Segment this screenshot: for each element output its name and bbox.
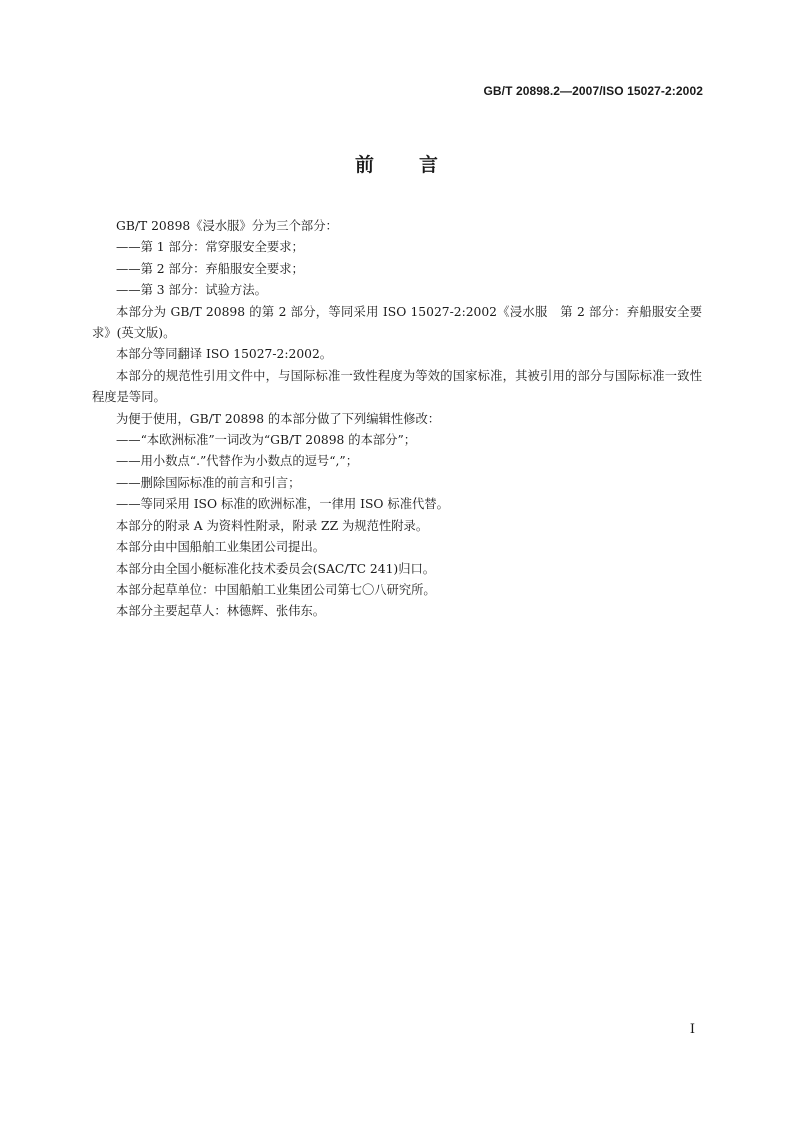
foreword-body xyxy=(92,216,702,623)
paragraph-parts-intro: GB/T 20898《浸水服》分为三个部分： xyxy=(116,219,338,233)
paragraph-annexes: 本部分的附录 A 为资料性附录，附录 ZZ 为规范性附录。 xyxy=(116,518,429,533)
list-item-change-1: ——“本欧洲标准”一词改为“GB/T 20898 的本部分”； xyxy=(116,433,417,448)
paragraph-normative-references: 本部分的规范性引用文件中，与国际标准一致性程度为等效的国家标准，其被引用的部分与国际标准一致性程度是等同。 xyxy=(92,368,702,405)
paragraph-drafters: 本部分主要起草人：林德辉、张伟东。 xyxy=(116,604,326,619)
list-item-change-3: ——删除国际标准的前言和引言； xyxy=(116,475,301,490)
list-item-part-2: ——第 2 部分：弃船服安全要求； xyxy=(116,261,304,276)
paragraph-proposed-by: 本部分由中国船舶工业集团公司提出。 xyxy=(116,540,326,555)
title-char-2: 言 xyxy=(419,154,440,176)
paragraph-translation: 本部分等同翻译 ISO 15027-2:2002。 xyxy=(116,347,333,362)
paragraph-adoption: 本部分为 GB/T 20898 的第 2 部分，等同采用 ISO 15027-2:2002《浸水服 第 2 部分：弃船服安全要求》(英文版)。 xyxy=(92,304,702,341)
list-item-change-4: ——等同采用 ISO 标准的欧洲标准，一律用 ISO 标准代替。 xyxy=(116,497,449,512)
document-code-header: GB/T 20898.2—2007/ISO 15027-2:2002 xyxy=(483,84,703,98)
list-item-part-1: ——第 1 部分：常穿服安全要求； xyxy=(116,240,304,255)
paragraph-editorial-changes-intro: 为便于使用，GB/T 20898 的本部分做了下列编辑性修改： xyxy=(116,411,441,426)
paragraph-administered-by: 本部分由全国小艇标准化技术委员会(SAC/TC 241)归口。 xyxy=(116,561,436,576)
title-char-1: 前 xyxy=(354,154,375,176)
paragraph-drafting-unit: 本部分起草单位：中国船舶工业集团公司第七〇八研究所。 xyxy=(116,582,436,597)
list-item-part-3: ——第 3 部分：试验方法。 xyxy=(116,283,267,298)
page-number: I xyxy=(689,1022,695,1037)
page-title xyxy=(0,150,794,177)
list-item-change-2: ——用小数点“.”代替作为小数点的逗号“,”； xyxy=(116,454,359,469)
